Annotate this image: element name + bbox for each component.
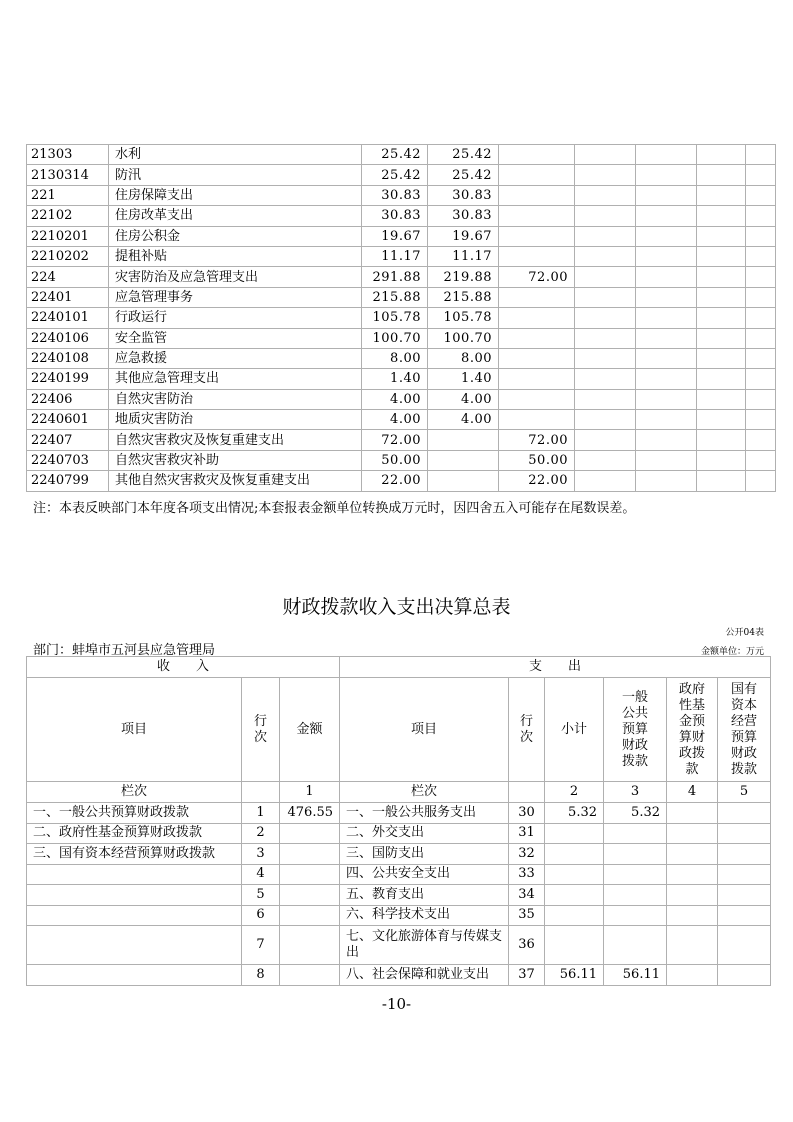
idx-5: 5 — [718, 782, 771, 803]
table-row — [27, 823, 771, 844]
empty-cell — [575, 185, 636, 205]
empty-cell — [636, 389, 697, 409]
total-cell: 72.00 — [362, 430, 428, 450]
project-cell: 22.00 — [499, 471, 575, 491]
col-amount: 金额 — [280, 678, 340, 782]
subtotal-cell — [545, 926, 604, 965]
empty-cell — [575, 471, 636, 491]
empty-cell — [636, 348, 697, 368]
empty-cell — [697, 430, 746, 450]
basic-cell — [428, 430, 499, 450]
project-cell — [499, 410, 575, 430]
empty-cell — [636, 185, 697, 205]
table-row — [27, 864, 771, 885]
code-cell: 221 — [27, 185, 109, 205]
total-cell: 8.00 — [362, 348, 428, 368]
basic-cell: 19.67 — [428, 226, 499, 246]
basic-cell: 215.88 — [428, 287, 499, 307]
lanci-label: 栏次 — [27, 782, 242, 803]
idx-2: 2 — [545, 782, 604, 803]
income-item: 一、一般公共预算财政拨款 — [27, 803, 242, 824]
total-cell: 22.00 — [362, 471, 428, 491]
state-cell — [718, 803, 771, 824]
empty-cell — [746, 328, 776, 348]
name-cell: 安全监管 — [109, 328, 362, 348]
project-cell — [499, 246, 575, 266]
amount-cell — [280, 905, 340, 926]
empty-cell — [746, 165, 776, 185]
amount-cell: 476.55 — [280, 803, 340, 824]
code-cell: 2210202 — [27, 246, 109, 266]
code-cell: 2240703 — [27, 450, 109, 470]
line-number: 2 — [242, 823, 280, 844]
fund-cell — [667, 864, 718, 885]
expense-item: 八、社会保障和就业支出 — [340, 965, 509, 986]
total-cell: 4.00 — [362, 389, 428, 409]
table-note: 注：本表反映部门本年度各项支出情况;本套报表金额单位转换成万元时，因四舍五入可能存在尾数误差。 — [33, 501, 636, 516]
project-cell — [499, 287, 575, 307]
code-cell: 2240199 — [27, 369, 109, 389]
empty-cell — [697, 185, 746, 205]
basic-cell — [428, 471, 499, 491]
empty-cell — [575, 267, 636, 287]
expense-detail-table — [26, 144, 776, 492]
code-cell: 22407 — [27, 430, 109, 450]
income-item — [27, 926, 242, 965]
total-cell: 25.42 — [362, 165, 428, 185]
total-cell: 105.78 — [362, 308, 428, 328]
project-cell — [499, 165, 575, 185]
line-number-2: 37 — [509, 965, 545, 986]
amount-cell — [280, 864, 340, 885]
fund-cell — [667, 844, 718, 865]
empty-cell — [575, 165, 636, 185]
income-header: 收 入 — [27, 657, 340, 678]
lanci-label-2: 栏次 — [340, 782, 509, 803]
expense-item: 二、外交支出 — [340, 823, 509, 844]
code-cell: 2240101 — [27, 308, 109, 328]
empty-cell — [746, 267, 776, 287]
empty-cell — [746, 145, 776, 165]
empty-cell — [746, 410, 776, 430]
basic-cell: 11.17 — [428, 246, 499, 266]
table-row — [27, 965, 771, 986]
col-state: 国有资本经营预算财政拨款 — [718, 678, 771, 782]
name-cell: 住房改革支出 — [109, 206, 362, 226]
project-cell: 72.00 — [499, 267, 575, 287]
general-cell — [604, 864, 667, 885]
empty-cell — [575, 328, 636, 348]
empty-cell — [575, 308, 636, 328]
project-cell: 50.00 — [499, 450, 575, 470]
state-cell — [718, 844, 771, 865]
expense-item: 七、文化旅游体育与传媒支出 — [340, 926, 509, 965]
empty-cell — [636, 145, 697, 165]
code-cell: 22401 — [27, 287, 109, 307]
basic-cell: 30.83 — [428, 185, 499, 205]
basic-cell: 4.00 — [428, 389, 499, 409]
expense-item: 四、公共安全支出 — [340, 864, 509, 885]
income-item — [27, 864, 242, 885]
idx-1: 1 — [280, 782, 340, 803]
expense-item: 三、国防支出 — [340, 844, 509, 865]
table-row — [27, 267, 776, 287]
fiscal-summary-table — [26, 656, 771, 986]
col-fund: 政府性基金预算财政拨款 — [667, 678, 718, 782]
project-cell — [499, 369, 575, 389]
basic-cell: 8.00 — [428, 348, 499, 368]
code-cell: 2240799 — [27, 471, 109, 491]
empty-cell — [636, 287, 697, 307]
income-item — [27, 885, 242, 906]
table-row — [27, 844, 771, 865]
total-cell: 4.00 — [362, 410, 428, 430]
state-cell — [718, 905, 771, 926]
empty-cell — [636, 267, 697, 287]
general-cell: 56.11 — [604, 965, 667, 986]
empty-cell — [746, 226, 776, 246]
code-cell: 224 — [27, 267, 109, 287]
table-row — [27, 145, 776, 165]
line-number-2: 30 — [509, 803, 545, 824]
income-item — [27, 905, 242, 926]
col-item2: 项目 — [340, 678, 509, 782]
idx-4: 4 — [667, 782, 718, 803]
basic-cell: 105.78 — [428, 308, 499, 328]
state-cell — [718, 864, 771, 885]
empty-cell — [636, 308, 697, 328]
department-label: 部门：蚌埠市五河县应急管理局 — [33, 643, 216, 658]
table-row — [27, 885, 771, 906]
table-row — [27, 226, 776, 246]
total-cell: 100.70 — [362, 328, 428, 348]
name-cell: 行政运行 — [109, 308, 362, 328]
empty-cell — [746, 287, 776, 307]
empty-cell — [697, 246, 746, 266]
line-number: 5 — [242, 885, 280, 906]
state-cell — [718, 965, 771, 986]
project-cell — [499, 206, 575, 226]
basic-cell: 25.42 — [428, 165, 499, 185]
name-cell: 提租补贴 — [109, 246, 362, 266]
page-number: -10- — [381, 995, 412, 1013]
name-cell: 其他应急管理支出 — [109, 369, 362, 389]
line-number-2: 31 — [509, 823, 545, 844]
line-number: 1 — [242, 803, 280, 824]
basic-cell: 100.70 — [428, 328, 499, 348]
name-cell: 自然灾害救灾补助 — [109, 450, 362, 470]
code-cell: 2240106 — [27, 328, 109, 348]
table-row — [27, 328, 776, 348]
empty-cell — [636, 246, 697, 266]
total-cell: 30.83 — [362, 185, 428, 205]
empty-cell — [746, 348, 776, 368]
name-cell: 住房公积金 — [109, 226, 362, 246]
empty-cell — [575, 246, 636, 266]
empty-cell — [575, 430, 636, 450]
empty-cell — [697, 348, 746, 368]
name-cell: 防汛 — [109, 165, 362, 185]
name-cell: 应急管理事务 — [109, 287, 362, 307]
empty-cell — [575, 206, 636, 226]
empty-cell — [575, 450, 636, 470]
basic-cell: 30.83 — [428, 206, 499, 226]
idx-3: 3 — [604, 782, 667, 803]
total-cell: 30.83 — [362, 206, 428, 226]
subtotal-cell — [545, 885, 604, 906]
amount-cell — [280, 823, 340, 844]
project-cell — [499, 308, 575, 328]
page-title: 财政拨款收入支出决算总表 — [282, 596, 511, 618]
amount-cell — [280, 885, 340, 906]
general-cell — [604, 823, 667, 844]
empty-cell — [575, 348, 636, 368]
empty-cell — [746, 450, 776, 470]
project-cell — [499, 389, 575, 409]
empty-cell — [746, 369, 776, 389]
expense-item: 五、教育支出 — [340, 885, 509, 906]
subtotal-cell — [545, 844, 604, 865]
line-number: 8 — [242, 965, 280, 986]
empty-cell — [636, 226, 697, 246]
code-cell: 2210201 — [27, 226, 109, 246]
code-cell: 2240108 — [27, 348, 109, 368]
empty-cell — [697, 471, 746, 491]
name-cell: 水利 — [109, 145, 362, 165]
table-row — [27, 410, 776, 430]
name-cell: 应急救援 — [109, 348, 362, 368]
fund-cell — [667, 803, 718, 824]
line-number: 4 — [242, 864, 280, 885]
income-item: 二、政府性基金预算财政拨款 — [27, 823, 242, 844]
total-cell: 1.40 — [362, 369, 428, 389]
table-row — [27, 430, 776, 450]
col-item: 项目 — [27, 678, 242, 782]
col-general: 一般公共预算财政拨款 — [604, 678, 667, 782]
col-subtotal: 小计 — [545, 678, 604, 782]
table-row — [27, 369, 776, 389]
name-cell: 地质灾害防治 — [109, 410, 362, 430]
empty-cell — [746, 389, 776, 409]
empty-cell — [697, 145, 746, 165]
empty-cell — [697, 328, 746, 348]
total-cell: 215.88 — [362, 287, 428, 307]
line-number-2: 32 — [509, 844, 545, 865]
general-cell — [604, 885, 667, 906]
state-cell — [718, 823, 771, 844]
empty-cell — [746, 246, 776, 266]
code-cell: 21303 — [27, 145, 109, 165]
project-cell — [499, 145, 575, 165]
empty-cell — [697, 206, 746, 226]
general-cell — [604, 926, 667, 965]
fund-cell — [667, 823, 718, 844]
line-number-2: 34 — [509, 885, 545, 906]
line-number-2: 35 — [509, 905, 545, 926]
fund-cell — [667, 885, 718, 906]
table-row — [27, 803, 771, 824]
expense-item: 六、科学技术支出 — [340, 905, 509, 926]
col-row2: 行次 — [509, 678, 545, 782]
project-cell — [499, 226, 575, 246]
basic-cell: 25.42 — [428, 145, 499, 165]
total-cell: 291.88 — [362, 267, 428, 287]
empty-cell — [636, 471, 697, 491]
empty-cell — [697, 165, 746, 185]
basic-cell — [428, 450, 499, 470]
empty-cell — [746, 430, 776, 450]
empty-cell — [697, 389, 746, 409]
line-number: 6 — [242, 905, 280, 926]
code-cell: 22406 — [27, 389, 109, 409]
expense-header: 支 出 — [340, 657, 771, 678]
empty-cell — [746, 308, 776, 328]
table-row — [27, 450, 776, 470]
empty-cell — [575, 369, 636, 389]
total-cell: 11.17 — [362, 246, 428, 266]
project-cell — [499, 348, 575, 368]
line-number: 7 — [242, 926, 280, 965]
project-cell — [499, 328, 575, 348]
basic-cell: 219.88 — [428, 267, 499, 287]
total-cell: 19.67 — [362, 226, 428, 246]
empty-cell — [697, 308, 746, 328]
amount-cell — [280, 926, 340, 965]
subtotal-cell: 5.32 — [545, 803, 604, 824]
empty-cell — [697, 287, 746, 307]
empty-cell — [636, 328, 697, 348]
fund-cell — [667, 926, 718, 965]
table-row — [27, 348, 776, 368]
empty-cell — [697, 369, 746, 389]
state-cell — [718, 885, 771, 906]
line-number-2: 36 — [509, 926, 545, 965]
empty-cell — [636, 165, 697, 185]
name-cell: 住房保障支出 — [109, 185, 362, 205]
col-row: 行次 — [242, 678, 280, 782]
code-cell: 22102 — [27, 206, 109, 226]
table-row — [27, 287, 776, 307]
basic-cell: 1.40 — [428, 369, 499, 389]
name-cell: 灾害防治及应急管理支出 — [109, 267, 362, 287]
expense-item: 一、一般公共服务支出 — [340, 803, 509, 824]
empty-cell — [697, 410, 746, 430]
empty-cell — [697, 226, 746, 246]
line-number: 3 — [242, 844, 280, 865]
basic-cell: 4.00 — [428, 410, 499, 430]
name-cell: 其他自然灾害救灾及恢复重建支出 — [109, 471, 362, 491]
form-number: 公开04表 — [725, 628, 764, 638]
subtotal-cell — [545, 905, 604, 926]
empty-cell — [636, 450, 697, 470]
code-cell: 2240601 — [27, 410, 109, 430]
code-cell: 2130314 — [27, 165, 109, 185]
empty-cell — [575, 389, 636, 409]
line-number-2: 33 — [509, 864, 545, 885]
amount-cell — [280, 844, 340, 865]
table-row — [27, 926, 771, 965]
empty-cell — [575, 287, 636, 307]
empty-cell — [636, 206, 697, 226]
table-row — [27, 905, 771, 926]
empty-cell — [636, 410, 697, 430]
empty-cell — [746, 206, 776, 226]
empty-cell — [575, 410, 636, 430]
total-cell: 50.00 — [362, 450, 428, 470]
table-row — [27, 185, 776, 205]
empty-cell — [636, 430, 697, 450]
empty-cell — [746, 185, 776, 205]
empty-cell — [636, 369, 697, 389]
fund-cell — [667, 965, 718, 986]
table-row — [27, 206, 776, 226]
empty-cell — [697, 450, 746, 470]
empty-cell — [697, 267, 746, 287]
subtotal-cell — [545, 823, 604, 844]
total-cell: 25.42 — [362, 145, 428, 165]
general-cell: 5.32 — [604, 803, 667, 824]
table-row — [27, 389, 776, 409]
table-row — [27, 471, 776, 491]
project-cell: 72.00 — [499, 430, 575, 450]
name-cell: 自然灾害救灾及恢复重建支出 — [109, 430, 362, 450]
income-item — [27, 965, 242, 986]
general-cell — [604, 905, 667, 926]
state-cell — [718, 926, 771, 965]
amount-cell — [280, 965, 340, 986]
table-row — [27, 165, 776, 185]
name-cell: 自然灾害防治 — [109, 389, 362, 409]
subtotal-cell — [545, 864, 604, 885]
project-cell — [499, 185, 575, 205]
table-row — [27, 246, 776, 266]
empty-cell — [575, 226, 636, 246]
fund-cell — [667, 905, 718, 926]
empty-cell — [575, 145, 636, 165]
table-row — [27, 308, 776, 328]
income-item: 三、国有资本经营预算财政拨款 — [27, 844, 242, 865]
unit-label: 金额单位：万元 — [700, 647, 764, 657]
empty-cell — [746, 471, 776, 491]
subtotal-cell: 56.11 — [545, 965, 604, 986]
general-cell — [604, 844, 667, 865]
